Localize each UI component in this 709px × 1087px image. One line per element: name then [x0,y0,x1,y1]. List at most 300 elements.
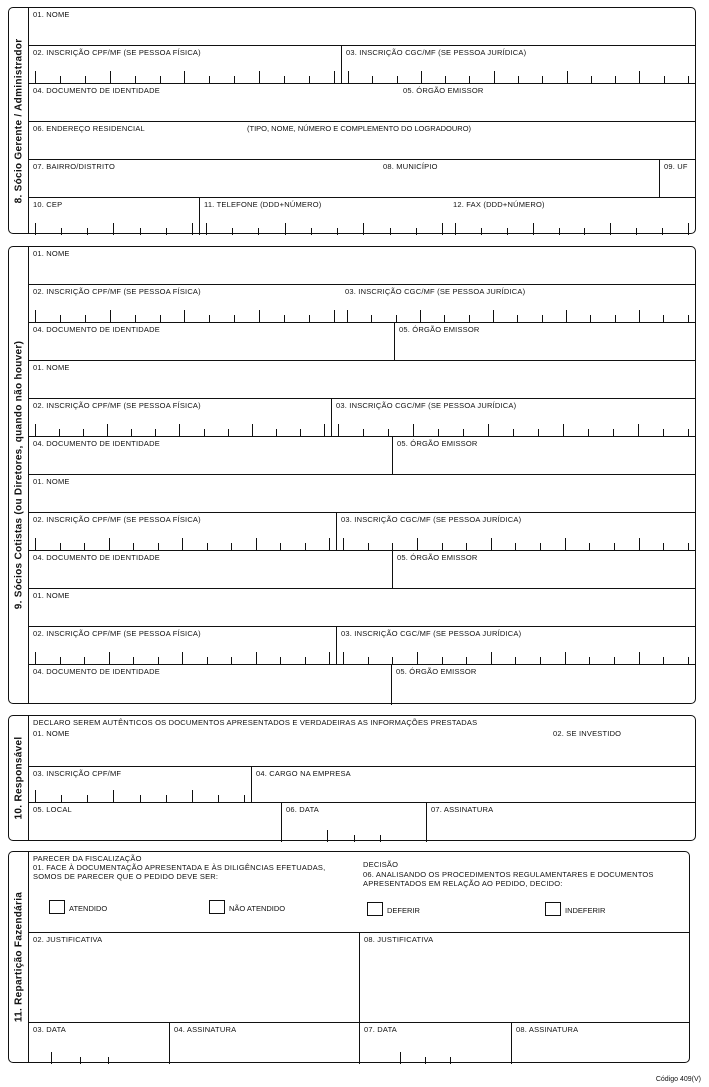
digit-tick [688,657,689,664]
s11-label-assinatura-1: 04. ASSINATURA [174,1025,237,1034]
digit-tick [565,652,566,664]
label-municipio: 08. MUNICÍPIO [383,162,438,171]
s11-label-justificativa-1: 02. JUSTIFICATIVA [33,935,103,944]
s10-field-investido[interactable] [549,716,695,766]
cep-digit-ticks [35,223,193,235]
digit-tick [258,228,259,235]
digit-tick [61,228,62,235]
checkbox-atendido[interactable] [49,900,65,914]
s9-b1-label-orgao: 05. ÓRGÃO EMISSOR [399,325,480,334]
digit-tick [507,228,508,235]
s11-row-parecer [29,852,689,933]
s11-label-assinatura-2: 08. ASSINATURA [516,1025,579,1034]
field-orgao[interactable] [399,84,695,121]
s9-b4-row-documento [29,665,695,705]
label-orgao: 05. ÓRGÃO EMISSOR [403,86,484,95]
digit-tick [540,657,541,664]
s11-field-justificativa-2[interactable] [359,933,689,1022]
digit-tick [329,652,330,664]
digit-tick [234,76,235,83]
digit-tick [494,71,495,83]
section-9-sidebar [9,247,29,703]
digit-tick [590,315,591,322]
digit-tick [688,223,689,235]
s9-b3-label-cgc: 03. INSCRIÇÃO CGC/MF (SE PESSOA JURÍDICA) [341,515,522,524]
field-fax[interactable] [449,198,695,235]
s9-b3-label-documento: 04. DOCUMENTO DE IDENTIDADE [33,553,160,562]
digit-tick [639,310,640,322]
checkbox-deferir[interactable] [367,902,383,916]
digit-tick [613,429,614,436]
row-bairro [29,160,695,198]
s10-declaro-text: DECLARO SEREM AUTÊNTICOS OS DOCUMENTOS APRESENTADOS E VERDADEIRAS AS INFORMAÇÕES PRESTADAS [33,718,478,727]
s9-b4-field-documento[interactable] [29,665,391,705]
digit-tick [540,543,541,550]
digit-tick [110,310,111,322]
s9-b2-field-documento[interactable] [29,437,392,474]
label-telefone: 11. TELEFONE (DDD+NÚMERO) [204,200,322,209]
s9-b2-row-nome [29,361,695,399]
s9-b2-label-orgao: 05. ÓRGÃO EMISSOR [397,439,478,448]
s9-b2-cgc-ticks [338,424,689,436]
digit-tick [35,223,36,235]
s9-b2-field-cpf[interactable] [29,399,331,436]
digit-tick [380,835,381,842]
digit-tick [87,228,88,235]
digit-tick [280,543,281,550]
digit-tick [160,76,161,83]
digit-tick [155,429,156,436]
s9-b4-row-nome [29,589,695,627]
digit-tick [455,223,456,235]
section-10-responsavel [8,715,696,841]
field-cgc[interactable] [341,46,695,83]
digit-tick [182,538,183,550]
s9-b2-field-orgao[interactable] [392,437,695,474]
digit-tick [542,76,543,83]
s9-b2-label-nome: 01. NOME [33,363,70,372]
s10-label-assinatura: 07. ASSINATURA [431,805,494,814]
section-9-socios-cotistas [8,246,696,704]
s9-b2-field-nome[interactable] [29,361,695,398]
row-cep [29,198,695,235]
digit-tick [60,76,61,83]
digit-tick [324,424,325,436]
digit-tick [515,543,516,550]
s9-b2-label-cpf: 02. INSCRIÇÃO CPF/MF (SE PESSOA FÍSICA) [33,401,201,410]
field-documento[interactable] [29,84,399,121]
digit-tick [259,71,260,83]
s11-data-1-ticks [51,1052,109,1064]
digit-tick [636,228,637,235]
s9-b4-field-cgc[interactable] [336,627,695,664]
digit-tick [35,652,36,664]
digit-tick [513,429,514,436]
digit-tick [491,652,492,664]
s9-b1-label-documento: 04. DOCUMENTO DE IDENTIDADE [33,325,160,334]
digit-tick [421,71,422,83]
digit-tick [662,228,663,235]
digit-tick [638,424,639,436]
digit-tick [252,424,253,436]
digit-tick [204,429,205,436]
s11-field-assinatura-2[interactable] [511,1023,689,1064]
digit-tick [338,424,339,436]
digit-tick [61,795,62,802]
s10-row-cpf [29,767,695,803]
s9-b4-field-nome[interactable] [29,589,695,626]
digit-tick [259,310,260,322]
digit-tick [59,429,60,436]
digit-tick [445,76,446,83]
s9-b2-cpf-ticks [35,424,325,436]
label-nao-atendido: NÃO ATENDIDO [229,904,286,913]
s9-b4-field-orgao[interactable] [391,665,695,705]
digit-tick [231,543,232,550]
digit-tick [135,76,136,83]
s9-b2-row-inscricao [29,399,695,437]
digit-tick [493,310,494,322]
digit-tick [158,657,159,664]
label-documento: 04. DOCUMENTO DE IDENTIDADE [33,86,160,95]
s9-b3-field-orgao[interactable] [392,551,695,588]
s10-field-assinatura[interactable] [426,803,695,842]
digit-tick [192,223,193,235]
field-bairro[interactable] [29,160,379,197]
s10-label-data: 06. DATA [286,805,319,814]
s10-label-nome: 01. NOME [33,729,70,738]
s11-row-justificativa [29,933,689,1023]
cgc-digit-ticks [348,71,689,83]
digit-tick [60,315,61,322]
digit-tick [466,543,467,550]
s11-decisao-block [359,852,689,932]
digit-tick [688,315,689,322]
s9-b1-field-cpf[interactable] [29,285,341,322]
s10-cpf-ticks [35,790,245,802]
section-8-title: 8. Sócio Gerente / Administrador [13,38,24,203]
s11-field-assinatura-1[interactable] [169,1023,359,1064]
s9-b3-label-nome: 01. NOME [33,477,70,486]
s9-b4-label-cpf: 02. INSCRIÇÃO CPF/MF (SE PESSOA FÍSICA) [33,629,201,638]
digit-tick [305,543,306,550]
s11-field-justificativa-1[interactable] [29,933,359,1022]
digit-tick [231,657,232,664]
s9-b1-row-inscricao [29,285,695,323]
digit-tick [392,657,393,664]
s9-b3-row-inscricao [29,513,695,551]
digit-tick [614,657,615,664]
s11-parecer-text: 01. FACE À DOCUMENTAÇÃO APRESENTADA E ÀS DILIGÊNCIAS EFETUADAS, SOMOS DE PARECER QUE O PEDIDO DEVE SER: [33,863,326,881]
field-endereco[interactable] [29,122,695,159]
digit-tick [284,315,285,322]
label-cgc: 03. INSCRIÇÃO CGC/MF (SE PESSOA JURÍDICA) [346,48,527,57]
digit-tick [85,76,86,83]
s9-b1-field-orgao[interactable] [394,323,695,360]
s10-field-cpf[interactable] [29,767,251,802]
digit-tick [209,76,210,83]
digit-tick [80,1057,81,1064]
digit-tick [234,315,235,322]
digit-tick [664,76,665,83]
s11-data-2-ticks [400,1052,451,1064]
digit-tick [442,223,443,235]
digit-tick [354,835,355,842]
digit-tick [327,830,328,842]
s9-b2-row-documento [29,437,695,475]
digit-tick [368,657,369,664]
digit-tick [663,315,664,322]
digit-tick [207,543,208,550]
label-nome: 01. NOME [33,10,70,19]
digit-tick [207,657,208,664]
digit-tick [442,657,443,664]
digit-tick [311,228,312,235]
digit-tick [83,429,84,436]
digit-tick [218,795,219,802]
digit-tick [109,538,110,550]
digit-tick [584,228,585,235]
digit-tick [397,76,398,83]
digit-tick [347,310,348,322]
digit-tick [518,76,519,83]
s11-label-data-2: 07. DATA [364,1025,397,1034]
digit-tick [35,424,36,436]
digit-tick [610,223,611,235]
s11-label-justificativa-2: 08. JUSTIFICATIVA [364,935,434,944]
s10-field-data[interactable] [281,803,426,842]
label-atendido: ATENDIDO [69,904,108,913]
digit-tick [343,538,344,550]
digit-tick [35,538,36,550]
section-9-title: 9. Sócios Cotistas (ou Diretores, quando não houver) [13,340,24,610]
row-documento [29,84,695,122]
section-8-socio-gerente [8,7,696,234]
s9-b1-field-cgc[interactable] [341,285,695,322]
telefone-digit-ticks [206,223,443,235]
row-endereco [29,122,695,160]
digit-tick [334,310,335,322]
digit-tick [567,71,568,83]
digit-tick [256,538,257,550]
checkbox-nao-atendido[interactable] [209,900,225,914]
digit-tick [206,223,207,235]
s10-field-cargo[interactable] [251,767,695,802]
label-cep: 10. CEP [33,200,63,209]
row-inscricao [29,46,695,84]
label-cpf: 02. INSCRIÇÃO CPF/MF (SE PESSOA FÍSICA) [33,48,201,57]
checkbox-indeferir[interactable] [545,902,561,916]
digit-tick [420,310,421,322]
digit-tick [663,657,664,664]
digit-tick [463,429,464,436]
digit-tick [615,315,616,322]
field-cpf[interactable] [29,46,341,83]
digit-tick [688,429,689,436]
s9-b3-field-nome[interactable] [29,475,695,512]
digit-tick [491,538,492,550]
digit-tick [133,657,134,664]
section-11-reparticao-fazendaria [8,851,690,1063]
digit-tick [563,424,564,436]
digit-tick [276,429,277,436]
section-8-sidebar [9,8,29,233]
field-telefone[interactable] [199,198,449,235]
s11-field-data-2[interactable] [359,1023,511,1064]
digit-tick [469,76,470,83]
digit-tick [533,223,534,235]
digit-tick [133,543,134,550]
s9-b2-label-documento: 04. DOCUMENTO DE IDENTIDADE [33,439,160,448]
s9-b1-row-nome [29,247,695,285]
digit-tick [363,223,364,235]
s11-parecer-block [29,852,359,932]
digit-tick [305,657,306,664]
digit-tick [280,657,281,664]
digit-tick [51,1052,52,1064]
digit-tick [444,315,445,322]
s11-field-data-1[interactable] [29,1023,169,1064]
s9-b1-cgc-ticks [347,310,689,322]
digit-tick [140,228,141,235]
label-endereco: 06. ENDEREÇO RESIDENCIAL [33,124,145,133]
s10-label-investido: 02. SE INVESTIDO [553,729,622,738]
s9-b1-row-documento [29,323,695,361]
s9-b1-cpf-ticks [35,310,335,322]
section-10-title: 10. Responsável [13,736,24,820]
s9-b4-label-documento: 04. DOCUMENTO DE IDENTIDADE [33,667,160,676]
row-nome [29,8,695,46]
digit-tick [639,538,640,550]
digit-tick [192,790,193,802]
digit-tick [84,657,85,664]
digit-tick [413,424,414,436]
s10-label-cargo: 04. CARGO NA EMPRESA [256,769,351,778]
label-bairro: 07. BAIRRO/DISTRITO [33,162,116,171]
digit-tick [442,543,443,550]
s11-row-data [29,1023,689,1064]
digit-tick [158,543,159,550]
digit-tick [469,315,470,322]
digit-tick [481,228,482,235]
digit-tick [85,315,86,322]
s9-b1-field-documento[interactable] [29,323,394,360]
section-11-title: 11. Repartição Fazendária [13,891,24,1023]
digit-tick [184,310,185,322]
digit-tick [135,315,136,322]
s9-b2-field-cgc[interactable] [331,399,695,436]
digit-tick [329,538,330,550]
s11-decisao-title: DECISÃO [363,860,399,869]
label-endereco-hint: (TIPO, NOME, NÚMERO E COMPLEMENTO DO LOGRADOURO) [247,124,472,133]
digit-tick [35,310,36,322]
s9-b4-label-orgao: 05. ÓRGÃO EMISSOR [396,667,477,676]
digit-tick [515,657,516,664]
digit-tick [300,429,301,436]
digit-tick [87,795,88,802]
s9-b3-cpf-ticks [35,538,330,550]
digit-tick [589,543,590,550]
s9-b3-field-documento[interactable] [29,551,392,588]
s9-b4-row-inscricao [29,627,695,665]
s9-b3-row-nome [29,475,695,513]
digit-tick [639,652,640,664]
digit-tick [589,657,590,664]
s9-b3-cgc-ticks [343,538,689,550]
digit-tick [348,71,349,83]
digit-tick [400,1052,401,1064]
fax-digit-ticks [455,223,689,235]
s10-label-local: 05. LOCAL [33,805,72,814]
s9-b2-label-cgc: 03. INSCRIÇÃO CGC/MF (SE PESSOA JURÍDICA) [336,401,517,410]
digit-tick [542,315,543,322]
digit-tick [588,429,589,436]
digit-tick [538,429,539,436]
digit-tick [60,543,61,550]
label-uf: 09. UF [664,162,688,171]
digit-tick [417,652,418,664]
form-code: Código 409(V) [655,1076,701,1083]
s9-b3-field-cgc[interactable] [336,513,695,550]
field-municipio[interactable] [379,160,659,197]
section-10-sidebar [9,716,29,840]
digit-tick [438,429,439,436]
digit-tick [372,76,373,83]
s10-label-cpf: 03. INSCRIÇÃO CPF/MF [33,769,122,778]
digit-tick [35,790,36,802]
digit-tick [488,424,489,436]
digit-tick [450,1057,451,1064]
digit-tick [392,543,393,550]
s9-b3-field-cpf[interactable] [29,513,336,550]
s11-decisao-text: 06. ANALISANDO OS PROCEDIMENTOS REGULAMENTARES E DOCUMENTOS APRESENTADOS EM RELAÇÃO AO PEDIDO, DECIDO: [363,870,654,888]
digit-tick [663,543,664,550]
s9-b4-field-cpf[interactable] [29,627,336,664]
s10-field-local[interactable] [29,803,281,842]
label-deferir: DEFERIR [387,906,420,915]
field-nome[interactable] [29,8,695,45]
field-cep[interactable] [29,198,199,235]
section-11-sidebar [9,852,29,1062]
digit-tick [517,315,518,322]
s9-b1-label-nome: 01. NOME [33,249,70,258]
digit-tick [108,1057,109,1064]
digit-tick [466,657,467,664]
digit-tick [591,76,592,83]
s9-b1-label-cgc: 03. INSCRIÇÃO CGC/MF (SE PESSOA JURÍDICA) [345,287,526,296]
digit-tick [285,223,286,235]
s9-b3-label-orgao: 05. ÓRGÃO EMISSOR [397,553,478,562]
digit-tick [228,429,229,436]
digit-tick [688,543,689,550]
s9-b4-label-cgc: 03. INSCRIÇÃO CGC/MF (SE PESSOA JURÍDICA) [341,629,522,638]
digit-tick [113,790,114,802]
s11-parecer-title: PARECER DA FISCALIZAÇÃO [33,854,142,863]
digit-tick [614,543,615,550]
digit-tick [244,795,245,802]
label-fax: 12. FAX (DDD+NÚMERO) [453,200,545,209]
digit-tick [184,71,185,83]
field-uf[interactable] [659,160,695,197]
digit-tick [110,71,111,83]
digit-tick [35,71,36,83]
s9-b1-field-nome[interactable] [29,247,695,284]
s10-field-nome[interactable] [29,716,549,766]
digit-tick [388,429,389,436]
digit-tick [390,228,391,235]
digit-tick [182,652,183,664]
s9-b4-label-nome: 01. NOME [33,591,70,600]
